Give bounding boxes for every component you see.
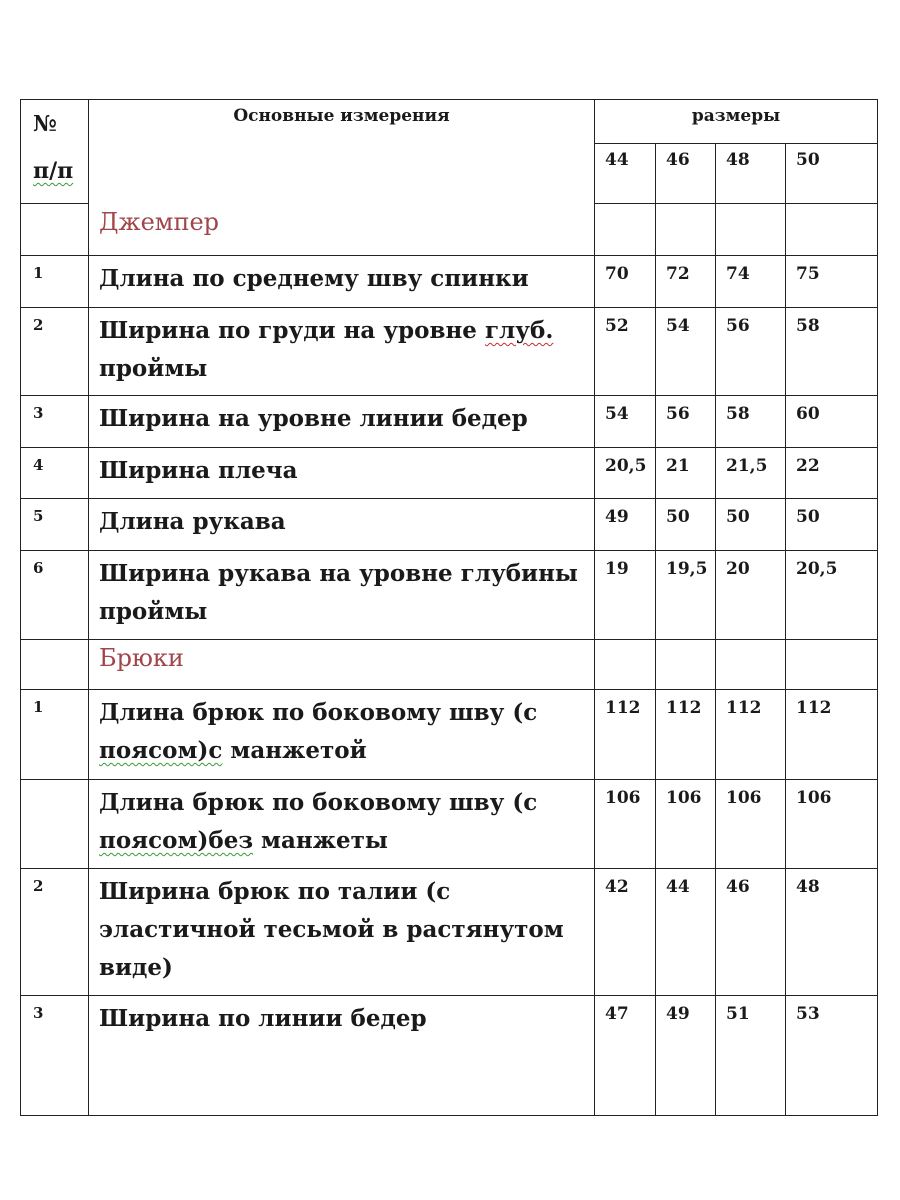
table-row [21, 551, 878, 640]
value-cell: 19 [595, 551, 656, 640]
row-index: 1 [21, 690, 89, 780]
row-index: 3 [21, 396, 89, 448]
measurement-name: Длина рукава [89, 499, 595, 551]
table-row [21, 308, 878, 396]
measurement-name [89, 780, 595, 869]
row-index: 3 [21, 996, 89, 1116]
measurement-name: Длина по среднему шву спинки [89, 256, 595, 308]
size-header-48: 48 [716, 144, 786, 204]
row-index: 1 [21, 256, 89, 308]
table-row [21, 690, 878, 780]
value-cell: 20,5 [786, 551, 878, 640]
value-cell: 112 [595, 690, 656, 780]
table-row [21, 869, 878, 996]
value-cell: 21,5 [716, 448, 786, 499]
size-header-44: 44 [595, 144, 656, 204]
name-part-flagged: поясом)с [99, 737, 223, 764]
value-cell: 50 [786, 499, 878, 551]
table-row [21, 256, 878, 308]
value-cell: 20 [716, 551, 786, 640]
value-cell: 72 [656, 256, 716, 308]
name-part-flagged: поясом)без [99, 827, 254, 854]
value-cell: 70 [595, 256, 656, 308]
measurement-name: Ширина по линии бедер [89, 996, 595, 1116]
name-part: Ширина по груди на уровне [99, 317, 485, 344]
name-part: проймы [99, 355, 208, 382]
name-part: манжеты [253, 827, 388, 854]
value-cell: 112 [656, 690, 716, 780]
name-part-flagged: глуб. [484, 317, 554, 344]
value-cell: 106 [716, 780, 786, 869]
value-cell: 56 [716, 308, 786, 396]
value-cell: 112 [716, 690, 786, 780]
table-row [21, 780, 878, 869]
value-cell: 54 [595, 396, 656, 448]
measurement-name [89, 308, 595, 396]
value-cell: 56 [656, 396, 716, 448]
value-cell: 60 [786, 396, 878, 448]
section-title-jumper: Джемпер [89, 204, 595, 256]
sizes-header: размеры [595, 100, 878, 144]
value-cell: 49 [656, 996, 716, 1116]
size-table [20, 99, 878, 1116]
size-header-50: 50 [786, 144, 878, 204]
value-cell: 19,5 [656, 551, 716, 640]
value-cell: 48 [786, 869, 878, 996]
name-part: Длина брюк по боковому шву (с [99, 789, 538, 816]
number-sub-label: п/п [33, 158, 74, 184]
table-row [21, 396, 878, 448]
measurement-name: Ширина плеча [89, 448, 595, 499]
row-index: 5 [21, 499, 89, 551]
value-cell: 50 [716, 499, 786, 551]
section-row-trousers [21, 640, 878, 690]
value-cell: 75 [786, 256, 878, 308]
value-cell: 49 [595, 499, 656, 551]
value-cell: 50 [656, 499, 716, 551]
measurement-name: Ширина рукава на уровне глубины проймы [89, 551, 595, 640]
measurement-name: Ширина брюк по талии (с эластичной тесьмой в растянутом виде) [89, 869, 595, 996]
value-cell: 58 [716, 396, 786, 448]
row-index [21, 780, 89, 869]
table-row [21, 448, 878, 499]
value-cell: 21 [656, 448, 716, 499]
value-cell: 112 [786, 690, 878, 780]
measurement-name [89, 690, 595, 780]
row-number-header [21, 100, 89, 204]
section-title-trousers: Брюки [89, 640, 595, 690]
value-cell: 22 [786, 448, 878, 499]
value-cell: 53 [786, 996, 878, 1116]
table-row [21, 499, 878, 551]
value-cell: 106 [656, 780, 716, 869]
table-row [21, 996, 878, 1116]
name-part: Длина брюк по боковому шву (с [99, 699, 538, 726]
measurement-name: Ширина на уровне линии бедер [89, 396, 595, 448]
section-row-jumper [21, 204, 878, 256]
measurements-header: Основные измерения [89, 100, 595, 204]
number-sign: № [33, 111, 57, 137]
value-cell: 74 [716, 256, 786, 308]
row-index: 6 [21, 551, 89, 640]
value-cell: 54 [656, 308, 716, 396]
value-cell: 46 [716, 869, 786, 996]
row-index: 2 [21, 869, 89, 996]
size-header-46: 46 [656, 144, 716, 204]
value-cell: 58 [786, 308, 878, 396]
row-index: 4 [21, 448, 89, 499]
row-index: 2 [21, 308, 89, 396]
value-cell: 20,5 [595, 448, 656, 499]
value-cell: 106 [595, 780, 656, 869]
value-cell: 52 [595, 308, 656, 396]
value-cell: 47 [595, 996, 656, 1116]
name-part: манжетой [222, 737, 367, 764]
value-cell: 42 [595, 869, 656, 996]
value-cell: 51 [716, 996, 786, 1116]
value-cell: 44 [656, 869, 716, 996]
value-cell: 106 [786, 780, 878, 869]
